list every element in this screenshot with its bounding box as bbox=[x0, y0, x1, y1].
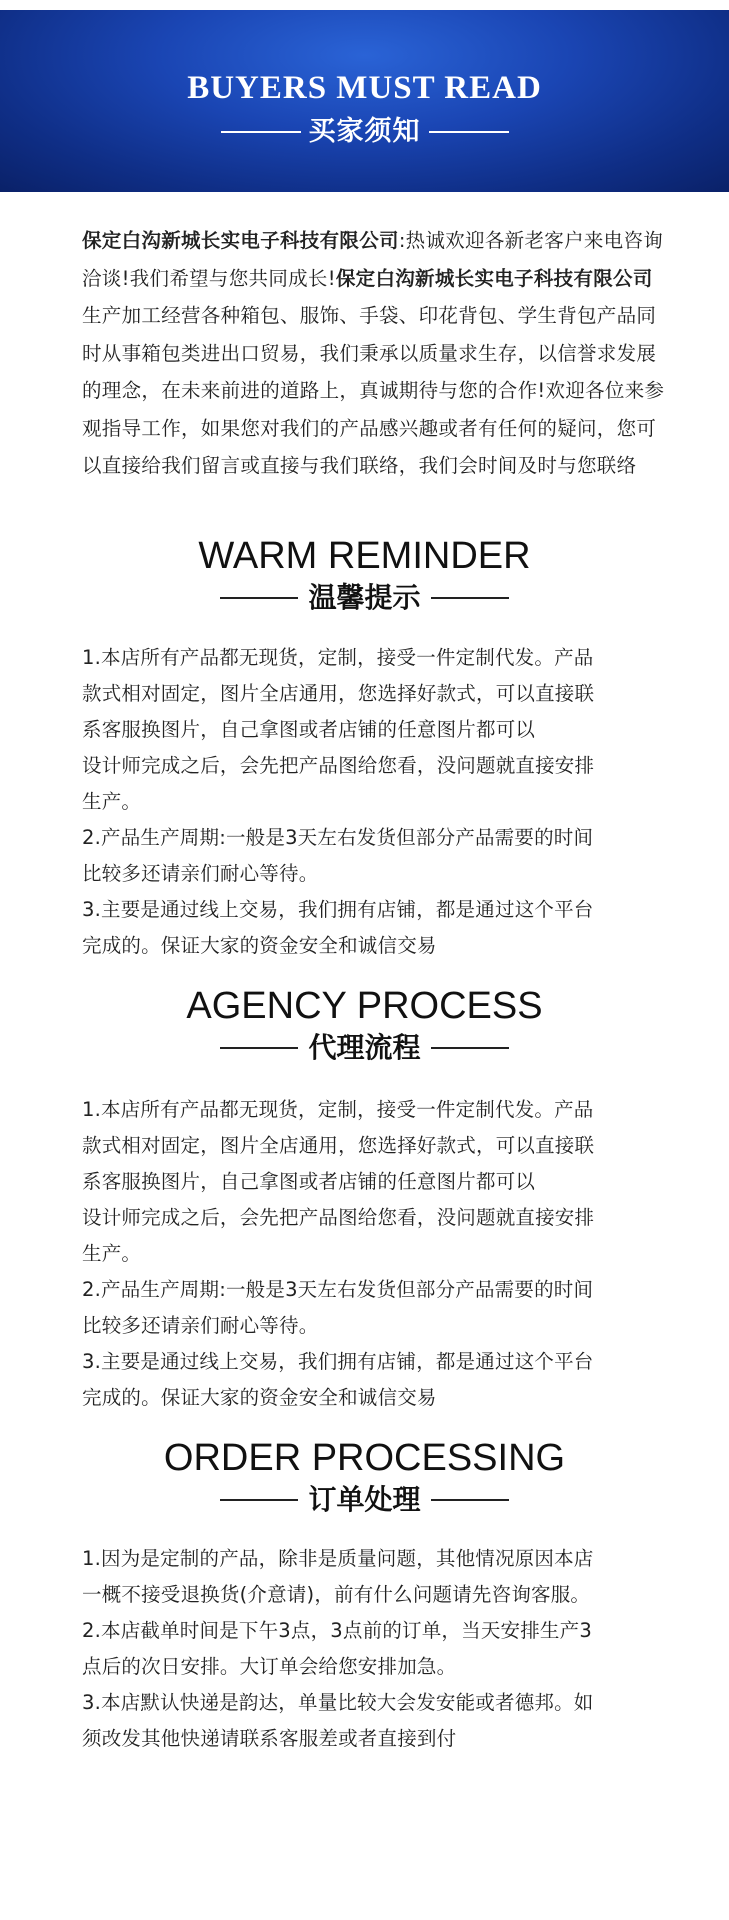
text-line: 设计师完成之后，会先把产品图给您看，没问题就直接安排 bbox=[82, 754, 595, 777]
agency-process-title-en: AGENCY PROCESS bbox=[186, 985, 543, 1027]
text-line: 生产。 bbox=[82, 1242, 142, 1265]
order-processing-title-en: ORDER PROCESSING bbox=[163, 1437, 566, 1479]
text-line: 2.本店截单时间是下午3点，3点前的订单，当天安排生产3 bbox=[82, 1619, 592, 1642]
text-line: 3.主要是通过线上交易，我们拥有店铺，都是通过这个平台 bbox=[82, 898, 594, 921]
divider-right bbox=[431, 1047, 509, 1049]
text-line: 设计师完成之后，会先把产品图给您看，没问题就直接安排 bbox=[82, 1206, 595, 1229]
text-line: 一概不接受退换货(介意请)，前有什么问题请先咨询客服。 bbox=[82, 1583, 591, 1606]
text-line: 比较多还请亲们耐心等待。 bbox=[82, 1314, 319, 1337]
agency-process-body bbox=[82, 1092, 672, 1416]
agency-process-title-zh: 代理流程 bbox=[308, 1031, 421, 1064]
text-line: 点后的次日安排。大订单会给您安排加急。 bbox=[82, 1655, 457, 1678]
text-line: 款式相对固定，图片全店通用，您选择好款式，可以直接联 bbox=[82, 1134, 595, 1157]
divider-right bbox=[431, 1499, 509, 1501]
company-name: 保定白沟新城长实电子科技有限公司 bbox=[82, 229, 399, 252]
text-line: 系客服换图片，自己拿图或者店铺的任意图片都可以 bbox=[82, 1170, 536, 1193]
text-line: 2.产品生产周期:一般是3天左右发货但部分产品需要的时间 bbox=[82, 826, 594, 849]
text-line: 1.本店所有产品都无现货，定制，接受一件定制代发。产品 bbox=[82, 646, 594, 669]
divider-left bbox=[220, 1047, 298, 1049]
text-line: 比较多还请亲们耐心等待。 bbox=[82, 862, 319, 885]
banner-subtitle bbox=[0, 114, 729, 150]
divider-right bbox=[429, 131, 509, 133]
header-banner bbox=[0, 10, 729, 192]
divider-left bbox=[220, 597, 298, 599]
intro-text-1: :热诚欢迎各新老客户来电咨询洽谈!我们希望与您共同成长! bbox=[82, 229, 664, 290]
text-line: 3.主要是通过线上交易，我们拥有店铺，都是通过这个平台 bbox=[82, 1350, 594, 1373]
text-line: 3.本店默认快递是韵达，单量比较大会发安能或者德邦。如 bbox=[82, 1691, 594, 1714]
agency-process-subtitle bbox=[0, 1028, 729, 1068]
banner-title-en: BUYERS MUST READ bbox=[187, 70, 542, 106]
banner-title-zh: 买家须知 bbox=[308, 116, 421, 147]
warm-reminder-subtitle bbox=[0, 578, 729, 618]
text-line: 系客服换图片，自己拿图或者店铺的任意图片都可以 bbox=[82, 718, 536, 741]
order-processing-title-zh: 订单处理 bbox=[308, 1483, 421, 1516]
warm-reminder-title-en: WARM REMINDER bbox=[198, 535, 531, 577]
order-processing-body bbox=[82, 1541, 672, 1757]
text-line: 1.因为是定制的产品，除非是质量问题，其他情况原因本店 bbox=[82, 1547, 594, 1570]
warm-reminder-body bbox=[82, 640, 672, 964]
text-line: 须改发其他快递请联系客服差或者直接到付 bbox=[82, 1727, 457, 1750]
company-name-2: 保定白沟新城长实电子科技有限公司 bbox=[335, 266, 653, 290]
text-line: 完成的。保证大家的资金安全和诚信交易 bbox=[82, 1386, 437, 1409]
intro-text-2: 生产加工经营各种箱包、服饰、手袋、印花背包、学生背包产品同时从事箱包类进出口贸易，我们秉承以质量求生存，以信誉求发展的理念，在未来前进的道路上，真诚期待与您的合作!欢迎各位来参观指导工作，如果您对我们的产品感兴趣或者有任何的疑问，您可以直接给我们留言或直接与我们联络，我们会时间及时与您联络 bbox=[82, 304, 665, 477]
text-line: 生产。 bbox=[82, 790, 142, 813]
text-line: 1.本店所有产品都无现货，定制，接受一件定制代发。产品 bbox=[82, 1098, 594, 1121]
company-intro bbox=[82, 222, 670, 485]
divider-left bbox=[221, 131, 301, 133]
text-line: 款式相对固定，图片全店通用，您选择好款式，可以直接联 bbox=[82, 682, 595, 705]
text-line: 完成的。保证大家的资金安全和诚信交易 bbox=[82, 934, 437, 957]
order-processing-subtitle bbox=[0, 1480, 729, 1520]
divider-left bbox=[220, 1499, 298, 1501]
warm-reminder-title-zh: 温馨提示 bbox=[308, 581, 421, 614]
divider-right bbox=[431, 597, 509, 599]
text-line: 2.产品生产周期:一般是3天左右发货但部分产品需要的时间 bbox=[82, 1278, 594, 1301]
